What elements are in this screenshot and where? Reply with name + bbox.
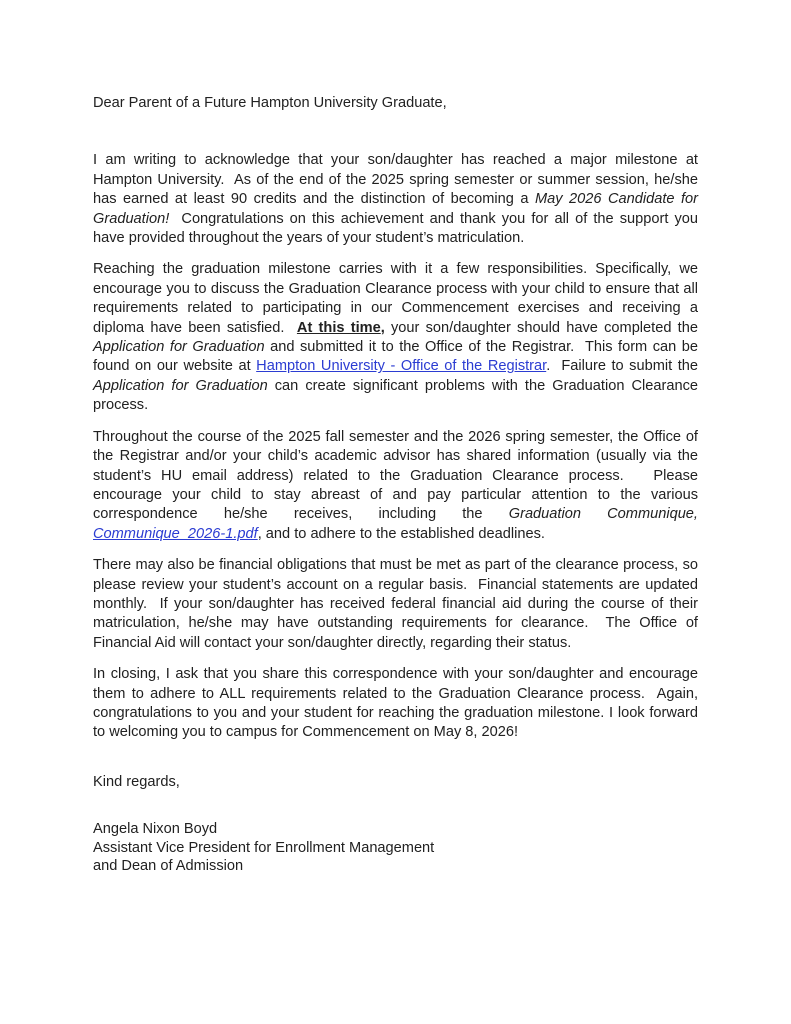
text-run: can create significant problems with the Graduation Clearance process. [93,377,703,414]
at-this-time-emphasis: At this time [296,319,381,336]
salutation: Dear Parent of a Future Hampton University Graduate, [93,95,447,111]
text-run: , and to adhere to the established deadlines. [257,525,545,542]
registrar-website-link[interactable]: Hampton University - Office of the Registrar [256,358,547,375]
graduation-communique-italic: Graduation Communique, [508,506,703,523]
signature-title-line-1: Assistant Vice President for Enrollment Management [93,839,435,856]
communique-pdf-link[interactable]: Communique_2026-1.pdf [93,525,258,542]
text-run: I am writing to acknowledge that your son/daughter has reached a major milestone at Hampton University. As of the end of the 2025 spring semester or summer session, he/she has earned at least 90 credits and the distinction of becoming a [93,152,703,208]
signature-name: Angela Nixon Boyd [93,821,218,838]
paragraph-clearance [93,260,703,415]
paragraph-milestone [93,151,703,248]
text-run: There may also be financial obligations that must be met as part of the clearance process, so please review your student’s account on a regular basis. Financial statements are updated monthly. If your son/daughter has received federal financial aid during the course of their matriculation, he/she may have outstanding requirements for clearance. The Office of Financial Aid will contact your son/daughter directly, regarding their status. [93,557,703,651]
text-run: , [380,319,385,336]
application-for-graduation-italic: Application for Graduation [93,339,265,356]
paragraph-communications [93,428,703,544]
text-run: Throughout the course of the 2025 fall semester and the 2026 spring semester, the Office of the Registrar and/or your child’s academic advisor has shared information (usually via the student’s HU email address) related to the Graduation Clearance process. Please encourage your child to stay abreast of and pay particular attention to the various correspondence he/she receives, including the [93,428,703,523]
text-run: Congratulations on this achievement and thank you for all of the support you have provided throughout the years of your student’s matriculation. [93,210,703,247]
text-run: In closing, I ask that you share this correspondence with your son/daughter and encourage them to adhere to ALL requirements related to the Graduation Clearance process. Again, congratulations to you and your student for reaching the graduation milestone. I look forward to welcoming you to campus for Commencement on May 8, 2026! [93,666,703,741]
text-run: your son/daughter should have completed the [384,319,703,336]
paragraph-closing-remarks [93,665,703,743]
closing-salutation: Kind regards, [93,773,180,790]
paragraph-financial [93,556,703,653]
candidate-for-graduation-italic: May 2026 Candidate for Graduation! [93,191,703,227]
text-run: and submitted it to the Office of the Registrar. This form can be found on our website at [93,339,703,375]
text-run: Reaching the graduation milestone carries with it a few responsibilities. Specifically, we encourage you to discuss the Graduation Clearance process with your child to ensure that all requirements related to participating in our Commencement exercises and receiving a diploma have been satisfied. [93,261,703,336]
text-run: . Failure to submit the [546,358,703,375]
signature-title-line-2: and Dean of Admission [93,858,244,875]
application-for-graduation-italic: Application for Graduation [93,377,268,394]
